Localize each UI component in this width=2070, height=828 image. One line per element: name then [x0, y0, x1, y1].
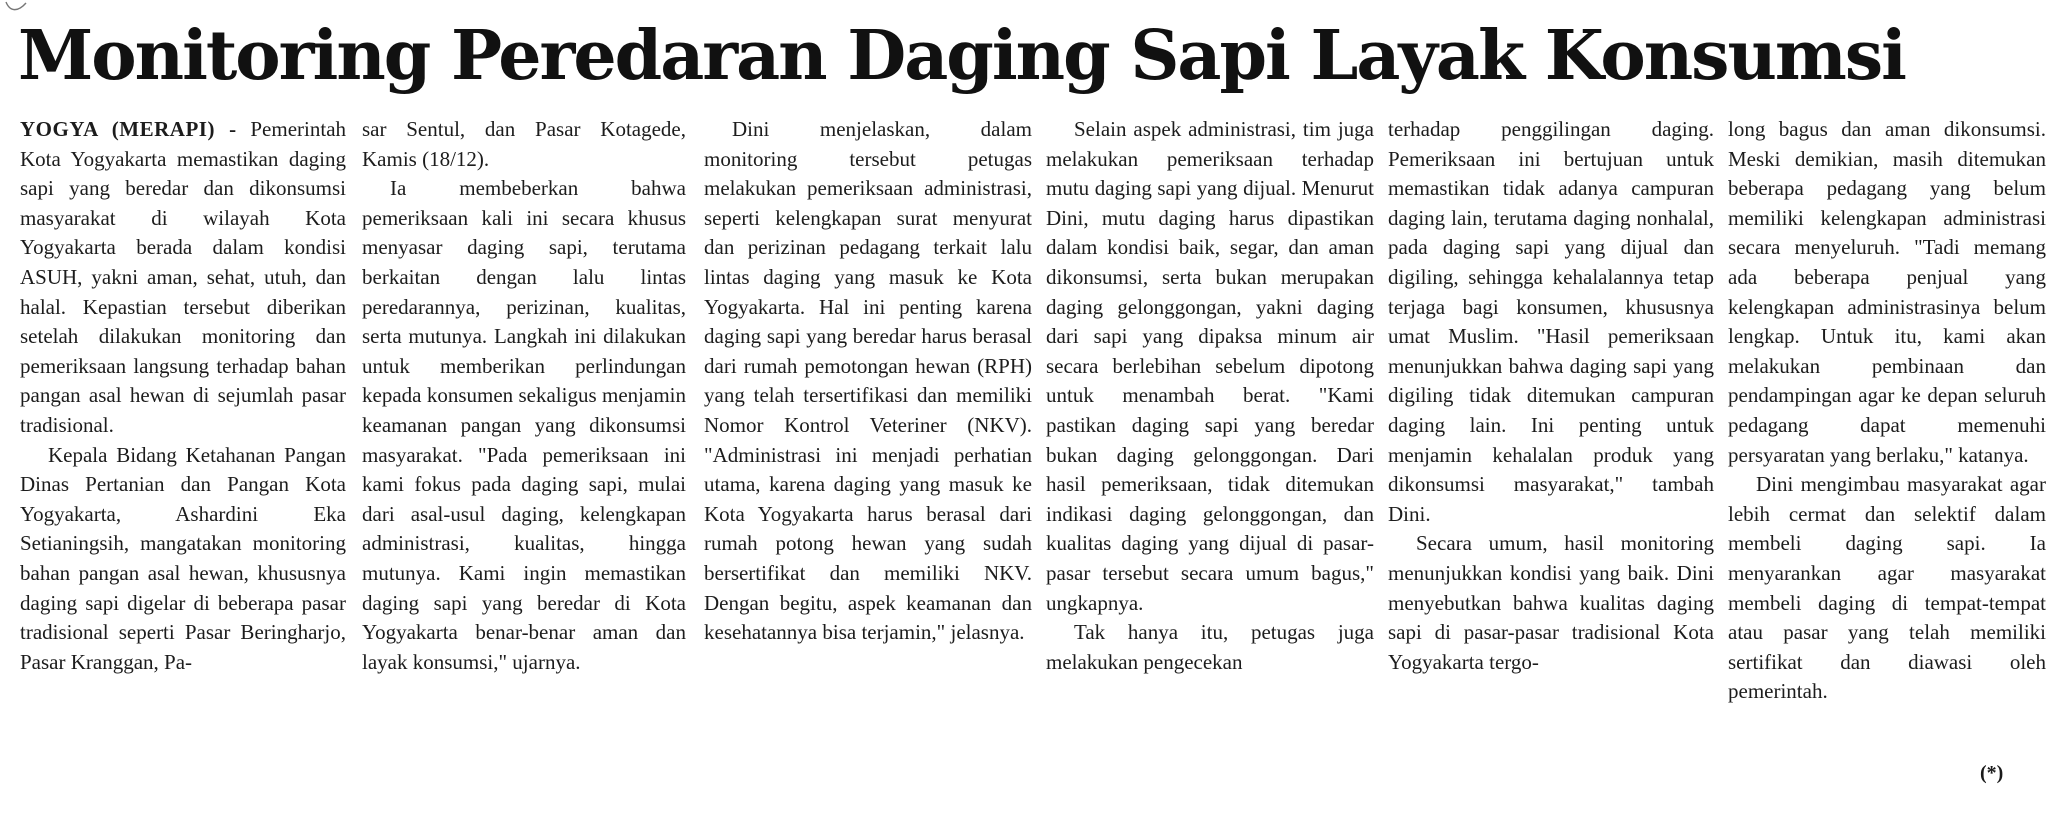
article-column-3 [704, 115, 1032, 795]
paragraph: Tak hanya itu, petugas juga melakukan pengecekan [1046, 620, 1374, 674]
paragraph: Ia membeberkan bahwa pemeriksaan kali ini secara khusus menyasar daging sapi, terutama berkaitan dengan lalu lintas peredarannya, perizinan, kualitas, serta mutunya. Langkah ini dilakukan untuk memberikan perlindungan kepada konsumen sekaligus menjamin keamanan pangan yang dikonsumsi masyarakat. "Pada pemeriksaan ini kami fokus pada daging sapi, mulai dari asal-usul daging, kelengkapan administrasi, kualitas, hingga mutunya. Kami ingin memastikan daging sapi yang beredar di Kota Yogyakarta benar-benar aman dan layak konsumsi," ujarnya. [362, 176, 686, 674]
paragraph: Dini menjelaskan, dalam monitoring tersebut petugas melakukan pemeriksaan administrasi, seperti kelengkapan surat menyurat dan perizinan pedagang terkait lalu lintas daging yang masuk ke Kota Yogyakarta. Hal ini penting karena daging sapi yang beredar harus berasal dari rumah pemotongan hewan (RPH) yang telah tersertifikasi dan memiliki Nomor Kontrol Veteriner (NKV). "Administrasi ini menjadi perhatian utama, karena daging yang masuk ke Kota Yogyakarta harus berasal dari rumah potong hewan yang sudah bersertifikat dan memiliki NKV. Dengan begitu, aspek keamanan dan kesehatannya bisa terjamin," jelasnya. [704, 117, 1032, 645]
article-column-1 [20, 115, 346, 795]
paragraph: terhadap penggilingan daging. Pemeriksaan ini bertujuan untuk memastikan tidak adanya campuran daging lain, terutama daging nonhalal, pada daging sapi yang dijual dan digiling, sehingga kehalalannya tetap terjaga bagi konsumen, khususnya umat Muslim. "Hasil pemeriksaan menunjukkan bahwa daging sapi yang digiling tidak ditemukan campuran daging lain. Ini penting untuk menjamin kehalalan produk yang dikonsumsi masyarakat," tambah Dini. [1388, 117, 1714, 526]
paragraph: Selain aspek administrasi, tim juga melakukan pemeriksaan terhadap mutu daging sapi yang dijual. Menurut Dini, mutu daging harus dipastikan dalam kondisi baik, segar, dan aman dikonsumsi, serta bukan merupakan daging gelonggongan, yakni daging dari sapi yang dipaksa minum air secara berlebihan sebelum dipotong untuk menambah berat. "Kami pastikan daging sapi yang beredar bukan daging gelonggongan. Dari hasil pemeriksaan, tidak ditemukan indikasi daging gelonggongan, dan kualitas daging yang dijual di pasar-pasar tersebut secara umum bagus," ungkapnya. [1046, 117, 1374, 615]
paragraph-text: Pemerintah Kota Yogyakarta memastikan daging sapi yang beredar dan dikonsumsi masyarakat di wilayah Kota Yogyakarta berada dalam kondisi ASUH, yakni aman, sehat, utuh, dan halal. Kepastian tersebut diberikan setelah dilakukan monitoring dan pemeriksaan langsung terhadap bahan pangan asal hewan di sejumlah pasar tradisional. [20, 117, 346, 437]
dateline: YOGYA (MERAPI) - [20, 117, 237, 141]
article-headline: Monitoring Peredaran Daging Sapi Layak Konsumsi [18, 16, 1905, 96]
paragraph: sar Sentul, dan Pasar Kotagede, Kamis (18/12). [362, 117, 686, 171]
article-column-6 [1728, 115, 2046, 795]
paragraph: long bagus dan aman dikonsumsi. Meski demikian, masih ditemukan beberapa pedagang yang belum memiliki kelengkapan administrasi secara menyeluruh. "Tadi memang ada beberapa penjual yang kelengkapan administrasinya belum lengkap. Untuk itu, kami akan melakukan pembinaan dan pendampingan agar ke depan seluruh pedagang dapat memenuhi persyaratan yang berlaku," katanya. [1728, 117, 2046, 467]
paragraph: Dini mengimbau masyarakat agar lebih cermat dan selektif dalam membeli daging sapi. Ia menyarankan agar masyarakat membeli daging di tempat-tempat atau pasar yang telah memiliki sertifikat dan diawasi oleh pemerintah. [1728, 472, 2046, 704]
article-column-2 [362, 115, 686, 795]
paragraph [20, 115, 346, 441]
paragraph: Secara umum, hasil monitoring menunjukkan kondisi yang baik. Dini menyebutkan bahwa kualitas daging sapi di pasar-pasar tradisional Kota Yogyakarta tergo- [1388, 531, 1714, 674]
end-mark: (*) [1980, 762, 2004, 784]
article-column-5 [1388, 115, 1714, 795]
paragraph: Kepala Bidang Ketahanan Pangan Dinas Pertanian dan Pangan Kota Yogyakarta, Ashardini Eka Setianingsih, mangatakan monitoring bahan pangan asal hewan, khususnya daging sapi digelar di beberapa pasar tradisional seperti Pasar Beringharjo, Pasar Kranggan, Pa- [20, 442, 346, 674]
article-column-4 [1046, 115, 1374, 795]
